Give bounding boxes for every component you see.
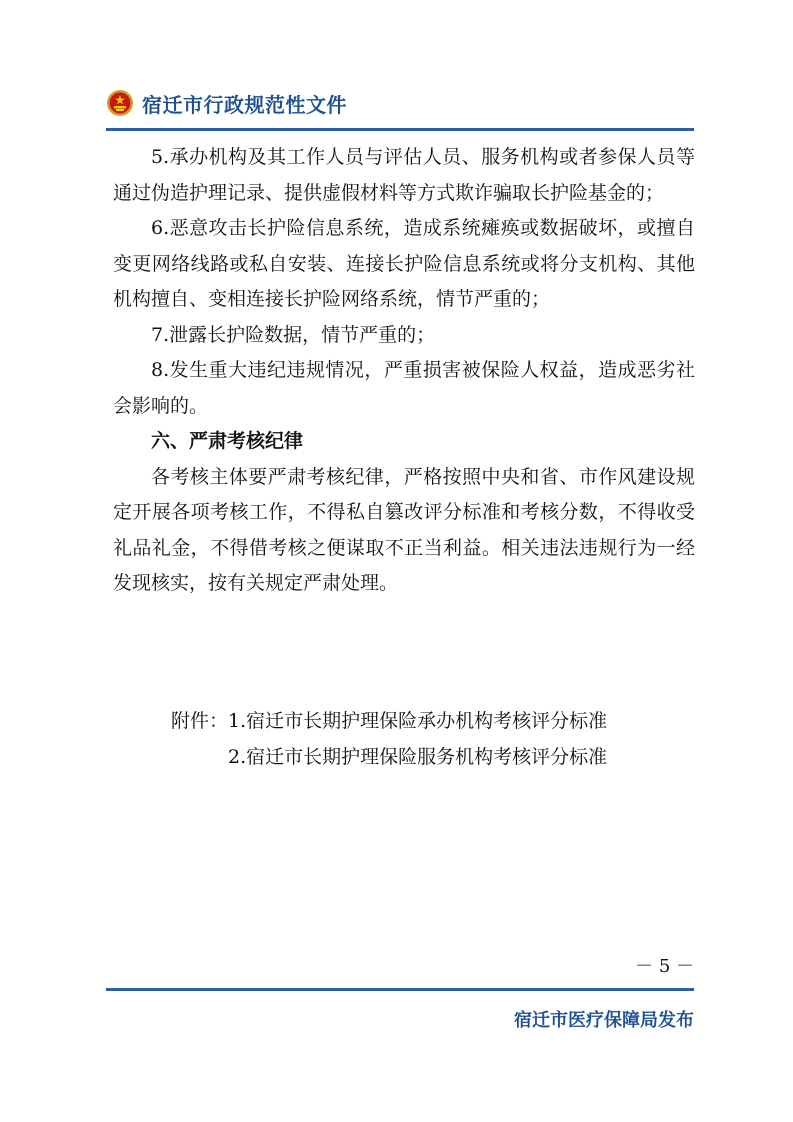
attachment-title: 2.宿迁市长期护理保险服务机构考核评分标准	[228, 746, 608, 768]
body-paragraph: 7.泄露长护险数据，情节严重的；	[151, 323, 436, 346]
attachments-label-spacer	[113, 739, 228, 775]
section-paragraph: 各考核主体要严肃考核纪律，严格按照中央和省、市作风建设规定开展各项考核工作，不得私自篡改评分标准和考核分数，不得收受礼品礼金，不得借考核之便谋取不正当利益。相关违法违规行为一经发现核实，按有关规定严肃处理。	[113, 465, 695, 594]
footer-publisher: 宿迁市医疗保障局发布	[514, 1010, 694, 1031]
body-paragraph: 5.承办机构及其工作人员与评估人员、服务机构或者参保人员等通过伪造护理记录、提供虚假材料等方式欺诈骗取长护险基金的；	[113, 146, 695, 204]
attachments-label: 附件：	[170, 710, 228, 732]
page-number: － 5 －	[635, 956, 694, 977]
attachments-list	[113, 703, 695, 775]
attachment-item	[113, 739, 695, 775]
document-header	[106, 86, 347, 120]
footer-divider	[106, 988, 694, 991]
body-paragraph: 6.恶意攻击长护险信息系统，造成系统瘫痪或数据破坏，或擅自变更网络线路或私自安装、连接长护险信息系统或将分支机构、其他机构擅自、变相连接长护险网络系统，情节严重的；	[113, 217, 695, 310]
attachment-item	[113, 703, 695, 739]
header-divider	[106, 128, 694, 131]
section-heading: 六、严肃考核纪律	[151, 430, 304, 452]
national-emblem-icon	[106, 89, 134, 117]
attachment-title: 1.宿迁市长期护理保险承办机构考核评分标准	[228, 710, 608, 732]
document-body	[113, 140, 695, 602]
body-paragraph: 8.发生重大违纪违规情况，严重损害被保险人权益，造成恶劣社会影响的。	[113, 359, 695, 417]
header-title: 宿迁市行政规范性文件	[142, 92, 347, 117]
